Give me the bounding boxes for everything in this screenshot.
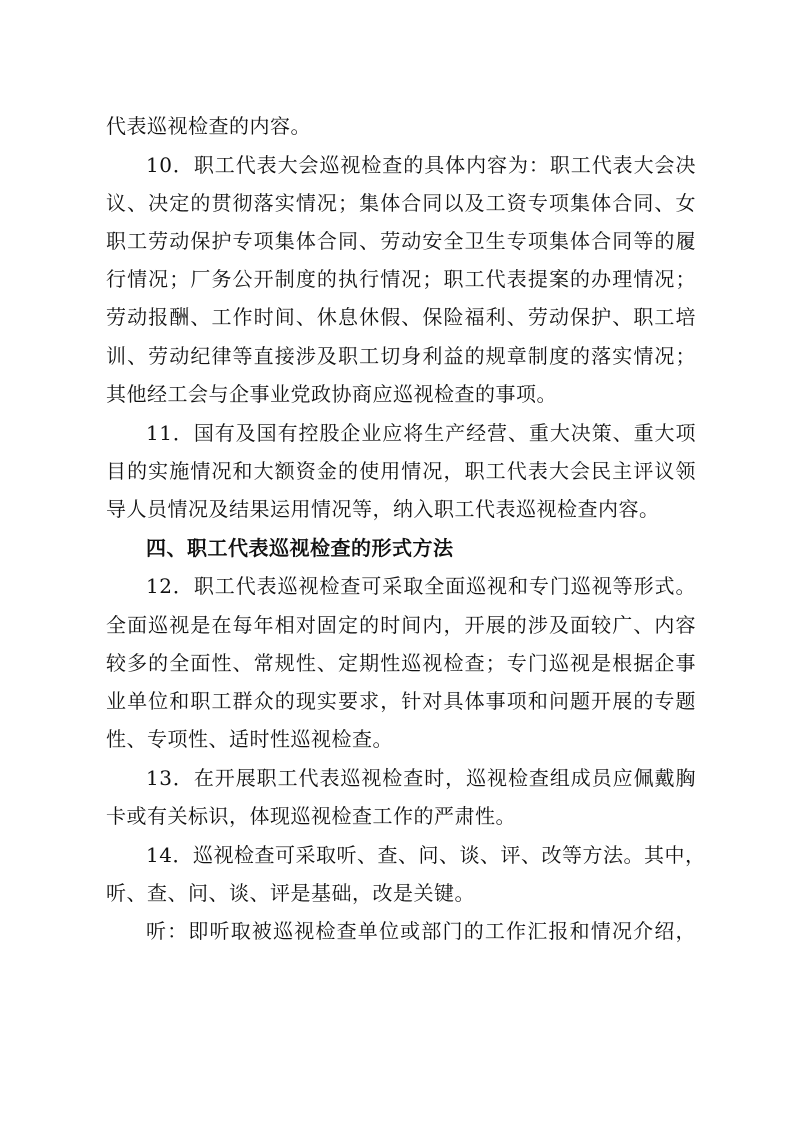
paragraph-line: 目的实施情况和大额资金的使用情况，职工代表大会民主评议领 xyxy=(106,459,696,483)
paragraph-line: 听、查、问、谈、评是基础，改是关键。 xyxy=(106,881,475,905)
paragraph-line: 12．职工代表巡视检查可采取全面巡视和专门巡视等形式。 xyxy=(146,574,696,598)
paragraph-line: 卡或有关标识，体现巡视检查工作的严肃性。 xyxy=(106,804,516,828)
paragraph-line: 代表巡视检查的内容。 xyxy=(106,114,311,138)
paragraph-line: 全面巡视是在每年相对固定的时间内，开展的涉及面较广、内容 xyxy=(106,613,696,637)
paragraph-line: 其他经工会与企事业党政协商应巡视检查的事项。 xyxy=(106,382,557,406)
paragraph-line: 训、劳动纪律等直接涉及职工切身利益的规章制度的落实情况； xyxy=(106,344,696,368)
paragraph-line: 导人员情况及结果运用情况等，纳入职工代表巡视检查内容。 xyxy=(106,497,660,521)
paragraph-line: 10．职工代表大会巡视检查的具体内容为：职工代表大会决 xyxy=(146,153,696,177)
paragraph-line: 性、专项性、适时性巡视检查。 xyxy=(106,727,393,751)
section-heading: 四、职工代表巡视检查的形式方法 xyxy=(146,536,454,560)
paragraph-line: 11．国有及国有控股企业应将生产经营、重大决策、重大项 xyxy=(146,421,696,445)
paragraph-line: 劳动报酬、工作时间、休息休假、保险福利、劳动保护、职工培 xyxy=(106,305,696,329)
paragraph-line: 听：即听取被巡视检查单位或部门的工作汇报和情况介绍， xyxy=(146,919,696,943)
paragraph-line: 行情况；厂务公开制度的执行情况；职工代表提案的办理情况； xyxy=(106,267,696,291)
paragraph-line: 13．在开展职工代表巡视检查时，巡视检查组成员应佩戴胸 xyxy=(146,766,696,790)
paragraph-line: 较多的全面性、常规性、定期性巡视检查；专门巡视是根据企事 xyxy=(106,651,696,675)
paragraph-line: 议、决定的贯彻落实情况；集体合同以及工资专项集体合同、女 xyxy=(106,191,696,215)
paragraph-line: 14．巡视检查可采取听、查、问、谈、评、改等方法。其中， xyxy=(146,843,706,867)
paragraph-line: 职工劳动保护专项集体合同、劳动安全卫生专项集体合同等的履 xyxy=(106,229,696,253)
paragraph-line: 业单位和职工群众的现实要求，针对具体事项和问题开展的专题 xyxy=(106,689,696,713)
